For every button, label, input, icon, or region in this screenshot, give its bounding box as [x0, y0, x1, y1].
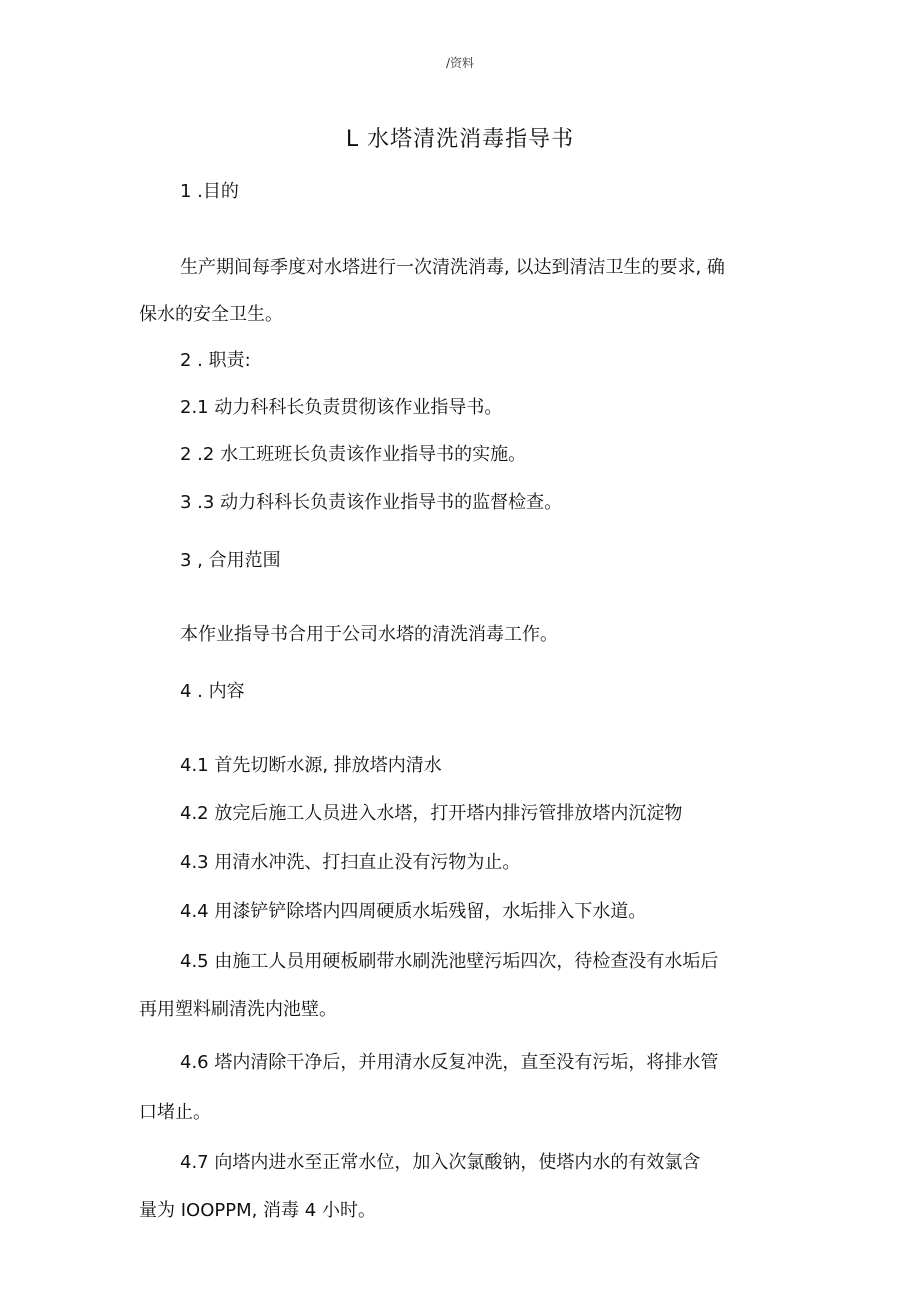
scope-text: 本作业指导书合用于公司水塔的清洗消毒工作。 — [180, 624, 558, 645]
content-item-4-5-line1: 4.5 由施工人员用硬板刷带水刷洗池壁污垢四次，待检查没有水垢后 — [180, 951, 719, 972]
content-item-4-6-line1: 4.6 塔内清除干净后，并用清水反复冲洗，直至没有污垢，将排水管 — [180, 1052, 719, 1073]
content-item-4-6-line2: 口堵止。 — [139, 1102, 211, 1123]
content-item-4-5-line2: 再用塑料刷清洗内池壁。 — [139, 999, 337, 1020]
scope-heading: 3 , 合用范围 — [180, 550, 281, 571]
content-item-4-7-line2: 量为 IOOPPM, 消毒 4 小时。 — [139, 1200, 376, 1221]
purpose-text-line1: 生产期间每季度对水塔进行一次清洗消毒, 以达到清洁卫生的要求, 确 — [180, 257, 725, 278]
purpose-text-line2: 保水的安全卫生。 — [139, 304, 283, 325]
content-item-4-3: 4.3 用清水冲洗、打扫直止没有污物为止。 — [180, 852, 521, 873]
content-item-4-4: 4.4 用漆铲铲除塔内四周硬质水垢残留，水垢排入下水道。 — [180, 901, 647, 922]
content-item-4-7-line1: 4.7 向塔内进水至正常水位，加入次氯酸钠，使塔内水的有效氯含 — [180, 1152, 701, 1173]
duty-item-2-3: 3 .3 动力科科长负责该作业指导书的监督检查。 — [180, 492, 563, 513]
document-title: L 水塔清洗消毒指导书 — [345, 127, 575, 152]
duty-heading: 2 . 职责: — [180, 350, 251, 371]
page-header: /资料 — [445, 56, 475, 70]
purpose-heading: 1 .目的 — [180, 181, 239, 202]
duty-item-2-2: 2 .2 水工班班长负责该作业指导书的实施。 — [180, 444, 527, 465]
content-heading: 4 . 内容 — [180, 681, 245, 702]
duty-item-2-1: 2.1 动力科科长负责贯彻该作业指导书。 — [180, 397, 503, 418]
content-item-4-1: 4.1 首先切断水源, 排放塔内清水 — [180, 755, 442, 776]
content-item-4-2: 4.2 放完后施工人员进入水塔，打开塔内排污管排放塔内沉淀物 — [180, 803, 683, 824]
